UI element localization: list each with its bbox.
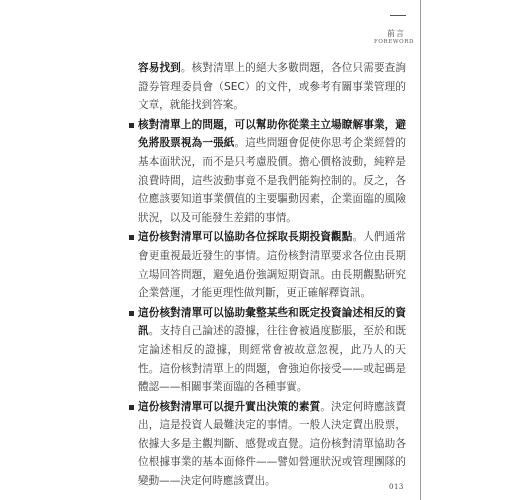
item-text: 。支持自己論述的證據，往往會被過度膨脹，至於和既定論述相反的證據，則經常會被故意忽視，此乃人的天性。這份核對清單上的問題，會強迫你接受——或起碼是體認——相關事業面臨的各種事實。: [138, 325, 407, 394]
square-bullet-icon: [129, 405, 134, 410]
intro-paragraph: [138, 59, 406, 115]
square-bullet-icon: [129, 311, 134, 316]
header-rule: [390, 15, 406, 16]
item-heading: 這份核對清單可以協助彙整某些和既定投資論述相反的資訊: [138, 306, 406, 338]
list-item: [129, 398, 406, 491]
body-text: [138, 59, 406, 492]
chapter-title: 前言: [387, 29, 405, 38]
item-heading: 這份核對清單可以協助各位採取長期投資觀點: [138, 231, 353, 244]
chapter-subtitle: FOREWORD: [374, 39, 414, 45]
intro-bold: 容易找到: [138, 62, 181, 74]
item-heading: 核對清單上的問題，可以幫助你從業主立場瞭解事業，避免將股票視為一張紙: [138, 118, 406, 150]
list-item: [129, 304, 406, 397]
square-bullet-icon: [129, 235, 134, 240]
list-item: [129, 228, 406, 302]
item-text: 。決定何時應該賣出，這是投資人最難決定的事情。一般人決定賣出股票，依據大多是主觀判斷、感覺或直覺。這份核對清單協助各位根據事業的基本面條件——譬如營運狀況或管理團隊的變動——決定何時應該賣出。: [138, 400, 406, 488]
item-text: 。這些問題會促使你思考企業經營的基本面狀況，而不是只考慮股價。擔心價格波動，純粹是浪費時間，這些波動事竟不是我們能夠控制的。反之，各位應該要知道事業價值的主要驅動因素，企業面臨的風險狀況，以及可能發生差錯的事情。: [138, 137, 407, 224]
list-item: [129, 116, 406, 228]
item-text: 。人們通常會更重視最近發生的事情。這份核對清單要求各位由長期立場回答問題，避免過份強調短期資訊。由長期觀點研究企業營運，才能更理性做判斷，更正確解釋資訊。: [138, 231, 407, 300]
page-number: 013: [389, 483, 404, 491]
square-bullet-icon: [129, 123, 134, 128]
intro-text: 。核對清單上的絕大多數問題，各位只需要查詢證券管理委員會（SEC）的文件，或參考有關事業管理的文章，就能找到答案。: [138, 62, 407, 112]
margin-line: [420, 0, 421, 500]
item-heading: 這份核對清單可以提升實出決策的素質: [138, 400, 321, 413]
